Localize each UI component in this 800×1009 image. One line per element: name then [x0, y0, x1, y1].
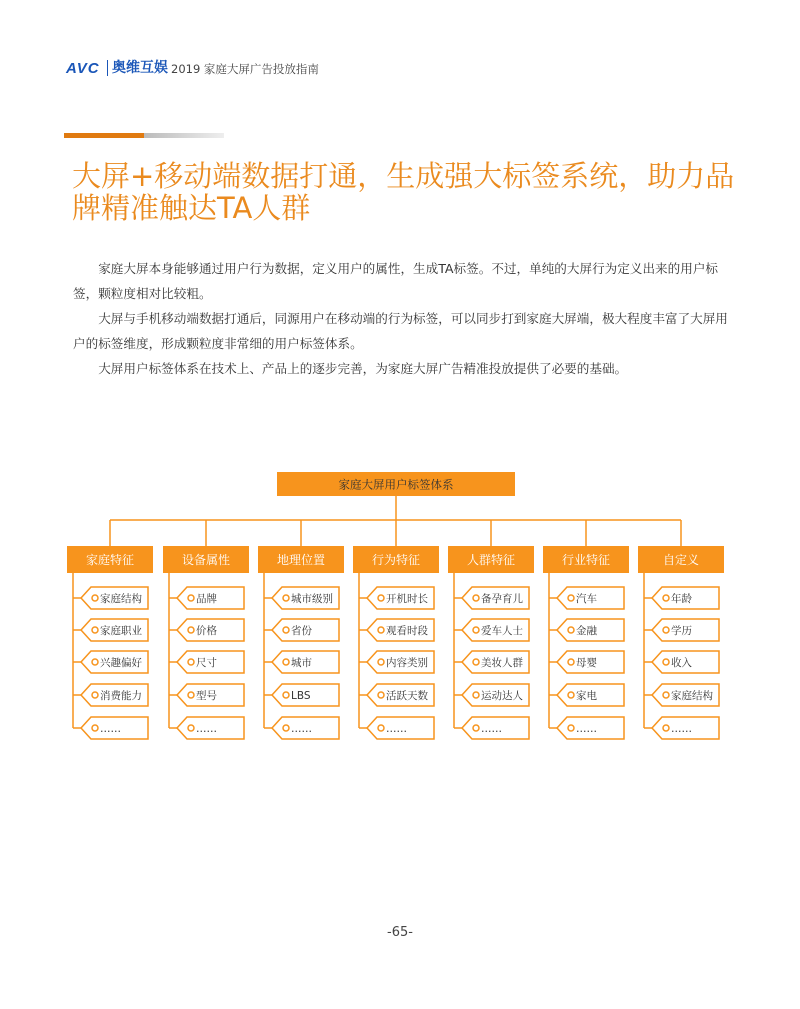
tag-label: 品牌	[196, 593, 217, 605]
tag-label: ……	[100, 723, 121, 735]
tag-hole-icon	[92, 659, 98, 665]
tag-hole-icon	[188, 627, 194, 633]
tag-hole-icon	[378, 595, 384, 601]
tag-hole-icon	[378, 627, 384, 633]
tag-hole-icon	[663, 725, 669, 731]
tag-label: 内容类别	[386, 657, 428, 669]
tag-hole-icon	[92, 725, 98, 731]
tag-hole-icon	[188, 659, 194, 665]
tag-label: 家电	[576, 690, 597, 702]
paragraph: 大屏与手机移动端数据打通后，同源用户在移动端的行为标签，可以同步打到家庭大屏端，极大程度丰富了大屏用户的标签维度，形成颗粒度非常细的用户标签体系。	[73, 311, 728, 351]
category-label: 行为特征	[371, 553, 421, 567]
tag-label: 汽车	[576, 593, 597, 605]
document-title: 2019 家庭大屏广告投放指南	[171, 62, 319, 76]
tag-label: 型号	[196, 690, 217, 702]
tag-hole-icon	[378, 725, 384, 731]
tag-label: 母婴	[576, 657, 597, 669]
tag-hole-icon	[568, 659, 574, 665]
page-number: -65-	[387, 925, 413, 940]
tag-hole-icon	[92, 595, 98, 601]
tag-hole-icon	[473, 659, 479, 665]
tag-hole-icon	[663, 659, 669, 665]
tag-label: 备孕育儿	[481, 593, 523, 605]
paragraph: 家庭大屏本身能够通过用户行为数据，定义用户的属性，生成TA标签。不过，单纯的大屏行为定义出来的用户标签，颗粒度相对比较粗。	[73, 261, 719, 301]
tag-hole-icon	[663, 692, 669, 698]
avc-logo: AVC	[66, 60, 100, 77]
tag-hole-icon	[283, 692, 289, 698]
tag-label: ……	[291, 723, 312, 735]
tag-label: 年龄	[671, 593, 692, 605]
tag-label: 爱车人士	[481, 625, 523, 637]
category-label: 家庭特征	[85, 553, 135, 567]
tag-label: 省份	[291, 625, 312, 637]
tag-label: 开机时长	[386, 593, 428, 605]
page-title: 大屏+移动端数据打通，生成强大标签系统，助力品牌精准触达TA人群	[72, 159, 735, 225]
tag-hole-icon	[473, 725, 479, 731]
tag-hole-icon	[378, 692, 384, 698]
tag-hole-icon	[283, 725, 289, 731]
tag-hole-icon	[378, 659, 384, 665]
tag-label: 尺寸	[196, 657, 217, 669]
tag-label: ……	[481, 723, 502, 735]
tag-label: ……	[671, 723, 692, 735]
brand-name: 奥维互娱	[107, 60, 168, 76]
tag-label: 家庭职业	[100, 625, 142, 637]
tag-hole-icon	[568, 627, 574, 633]
tag-label: 活跃天数	[386, 690, 428, 702]
category-label: 地理位置	[276, 553, 326, 567]
tag-hole-icon	[473, 595, 479, 601]
tag-label: 城市	[291, 657, 312, 669]
tag-hole-icon	[283, 659, 289, 665]
category-label: 人群特征	[466, 553, 516, 567]
tag-label: ……	[196, 723, 217, 735]
category-label: 自定义	[662, 553, 700, 567]
tag-hole-icon	[92, 627, 98, 633]
tag-hole-icon	[188, 595, 194, 601]
tag-hole-icon	[92, 692, 98, 698]
tag-label: 价格	[196, 625, 217, 637]
paragraph: 大屏用户标签体系在技术上、产品上的逐步完善，为家庭大屏广告精准投放提供了必要的基础。	[98, 361, 628, 376]
tag-label: 观看时段	[386, 625, 428, 637]
tag-hole-icon	[283, 627, 289, 633]
tag-hole-icon	[188, 692, 194, 698]
category-label: 设备属性	[181, 553, 231, 567]
tag-label: 学历	[671, 625, 692, 637]
tag-label: 城市级别	[291, 593, 333, 605]
root-label: 家庭大屏用户标签体系	[338, 477, 454, 492]
tag-label: 家庭结构	[671, 690, 713, 702]
tag-label: 消费能力	[100, 690, 142, 702]
tag-label: 兴趣偏好	[100, 657, 142, 669]
tag-hole-icon	[568, 692, 574, 698]
tag-hole-icon	[473, 627, 479, 633]
tag-hole-icon	[663, 595, 669, 601]
category-label: 行业特征	[561, 553, 611, 567]
tag-hole-icon	[568, 725, 574, 731]
tag-label: 运动达人	[481, 690, 523, 702]
tag-hole-icon	[568, 595, 574, 601]
tag-label: 收入	[671, 657, 692, 669]
tag-label: 金融	[576, 625, 597, 637]
tag-hole-icon	[663, 627, 669, 633]
tag-label: LBS	[291, 690, 311, 702]
tag-hole-icon	[283, 595, 289, 601]
tag-label: 家庭结构	[100, 593, 142, 605]
tag-label: ……	[576, 723, 597, 735]
tag-label: ……	[386, 723, 407, 735]
tag-label: 美妆人群	[481, 657, 523, 669]
tag-hole-icon	[188, 725, 194, 731]
tag-hole-icon	[473, 692, 479, 698]
